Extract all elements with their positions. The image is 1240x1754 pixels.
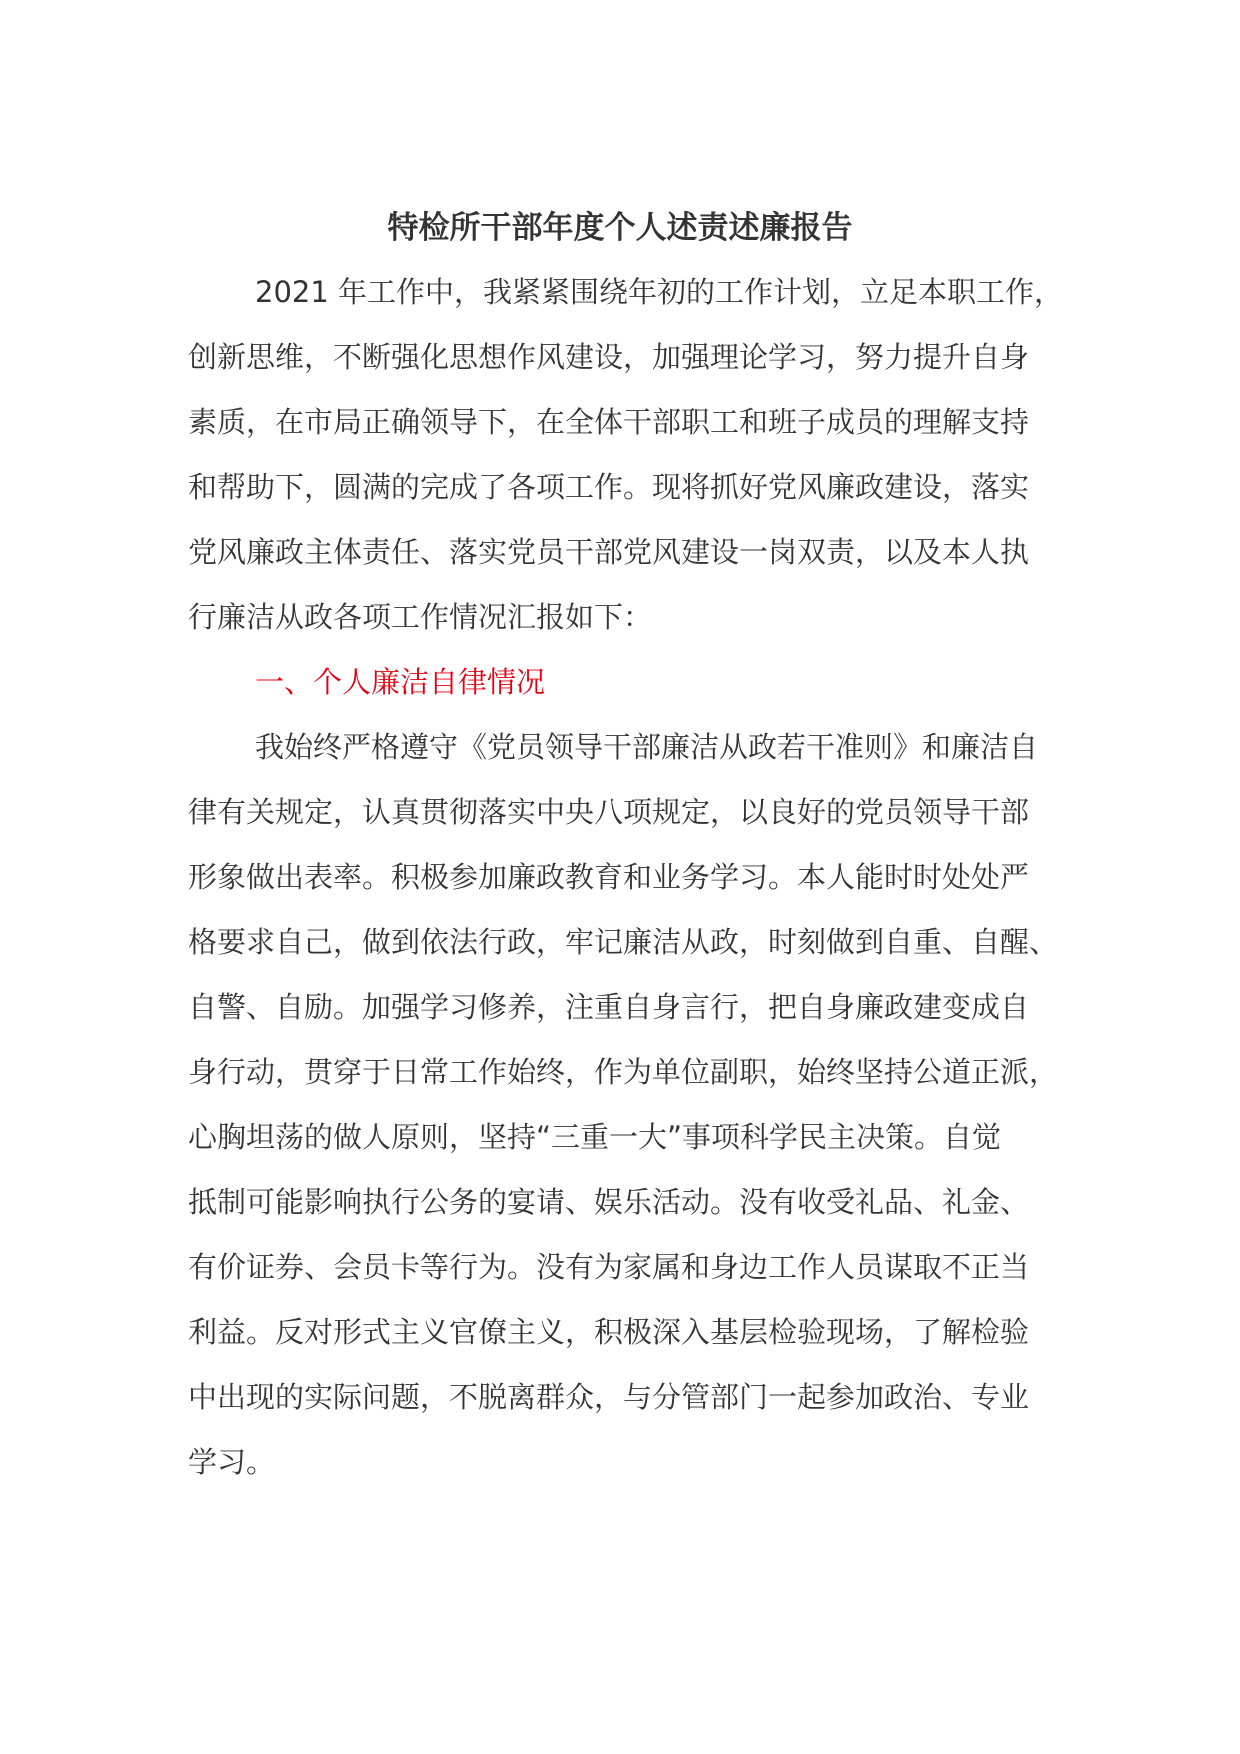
paragraph-line: 自警、自励。加强学习修养，注重自身言行，把自身廉政建变成自 xyxy=(188,990,1030,1024)
paragraph-line: 素质，在市局正确领导下，在全体干部职工和班子成员的理解支持 xyxy=(188,405,1030,439)
paragraph-line: 创新思维，不断强化思想作风建设，加强理论学习，努力提升自身 xyxy=(188,340,1030,374)
paragraph-line: 中出现的实际问题，不脱离群众，与分管部门一起参加政治、专业 xyxy=(188,1380,1030,1414)
paragraph-line: 和帮助下，圆满的完成了各项工作。现将抓好党风廉政建设，落实 xyxy=(188,470,1030,504)
intro-paragraph xyxy=(188,260,1068,1495)
paragraph-line: 学习。 xyxy=(188,1445,276,1479)
paragraph-line: 形象做出表率。积极参加廉政教育和业务学习。本人能时时处处严 xyxy=(188,860,1030,894)
paragraph-line: 行廉洁从政各项工作情况汇报如下： xyxy=(188,600,653,634)
paragraph-line: 利益。反对形式主义官僚主义，积极深入基层检验现场，了解检验 xyxy=(188,1315,1030,1349)
section-heading: 一、个人廉洁自律情况 xyxy=(255,665,546,699)
document-title: 特检所干部年度个人述责述廉报告 xyxy=(387,210,853,246)
paragraph-line: 有价证券、会员卡等行为。没有为家属和身边工作人员谋取不正当 xyxy=(188,1250,1030,1284)
paragraph-line: 心胸坦荡的做人原则，坚持“三重一大”事项科学民主决策。自觉 xyxy=(188,1120,1002,1154)
paragraph-line: 我始终严格遵守《党员领导干部廉洁从政若干准则》和廉洁自 xyxy=(255,730,1039,764)
paragraph-line: 律有关规定，认真贯彻落实中央八项规定，以良好的党员领导干部 xyxy=(188,795,1030,829)
paragraph-line: 身行动，贯穿于日常工作始终，作为单位副职，始终坚持公道正派， xyxy=(188,1055,1059,1089)
paragraph-line: 格要求自己，做到依法行政，牢记廉洁从政，时刻做到自重、自醒、 xyxy=(188,925,1059,959)
paragraph-line: 2021 年工作中，我紧紧围绕年初的工作计划，立足本职工作， xyxy=(255,275,1064,309)
paragraph-line: 党风廉政主体责任、落实党员干部党风建设一岗双责，以及本人执 xyxy=(188,535,1030,569)
paragraph-line: 抵制可能影响执行公务的宴请、娱乐活动。没有收受礼品、礼金、 xyxy=(188,1185,1030,1219)
